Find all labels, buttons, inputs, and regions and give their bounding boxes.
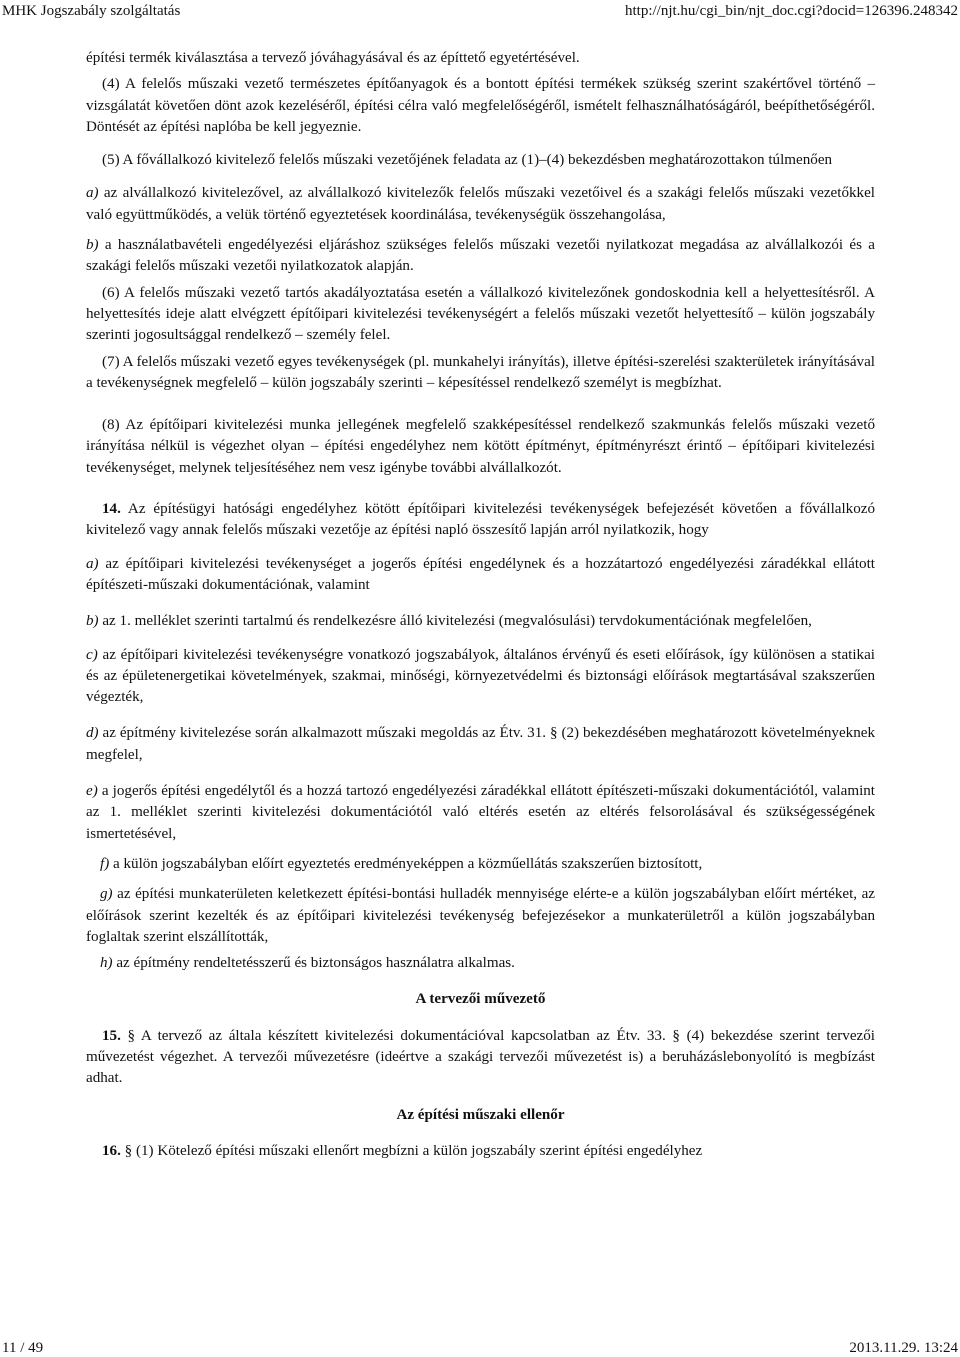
point-text: az alvállalkozó kivitelezővel, az alvállalkozó kivitelezők felelős műszaki vezetőivel és a szakági felelős műszaki vezetőkkel való együttműködés, a velük történő egyeztetések koordinálása, tevékenységük összehangolása, [86,185,875,223]
section-text: § (1) Kötelező építési műszaki ellenőrt megbízni a külön jogszabály szerint építési engedélyhez [120,1142,703,1159]
header-source: MHK Jogszabály szolgáltatás [2,3,181,19]
paragraph-5: (5) A fővállalkozó kivitelező felelős műszaki vezetőjének feladata az (1)–(4) bekezdésben meghatározottakon túlmenően [102,152,833,169]
point-text: a külön jogszabályban előírt egyeztetés eredményeképpen a közműellátás szakszerűen biztosított, [109,855,703,872]
section-number: 16. [102,1142,121,1159]
point-label: h) [100,955,113,972]
section-number: 15. [102,1027,121,1044]
point-label: b) [86,613,99,630]
section-heading-tervezoi-muvezeto: A tervezői művezető [415,991,546,1008]
section-text: Az építésügyi hatósági engedélyhez kötött építőipari kivitelezési tevékenységek befejezését követően a fővállalkozó kivitelező vagy annak felelős műszaki vezetője az építési napló összesítő lapján arról nyilatkozik, hogy [86,501,875,539]
paragraph-5-b [86,235,875,278]
point-label: a) [86,185,99,202]
section-14-b [86,611,875,632]
paragraph-7: (7) A felelős műszaki vezető egyes tevékenységek (pl. munkahelyi irányítás), illetve építési-szerelési szakterületek irányításával a tevékenységnek megfelelő – külön jogszabály szerinti – képesítéssel rendelkező személyt is megbízhat. [86,353,875,391]
section-14-h [86,953,875,974]
paragraph-4: (4) A felelős műszaki vezető természetes építőanyagok és a bontott építési termékek szükség szerint szakértővel történő – vizsgálatát követően dönt azok kezeléséről, építési célra való megfelelőségéről, ismételt felhasználhatóságáról, beépíthetőségéről. Döntését az építési naplóba be kell jegyeznie. [86,76,875,135]
section-14 [86,499,875,542]
section-text: § A tervező az általa készített kivitelezési dokumentációval kapcsolatban az Étv. 33. § (4) bekezdése szerint tervezői művezetést végezhet. A tervezői művezetésre (ideértve a szakági tervezői művezetést is) a beruházáslebonyolító is megbízást adhat. [86,1027,875,1087]
point-text: az építőipari kivitelezési tevékenységre vonatkozó jogszabályok, általános érvényű és eseti előírások, így különösen a statikai és az épületenergetikai követelmények, szakmai, minőségi, környezetvédelmi és biztonsági előírások megtartásával szakszerűen végezték, [86,646,875,706]
point-text: az 1. melléklet szerinti tartalmú és rendelkezésre álló kivitelezési (megvalósulási) tervdokumentációnak megfelelően, [98,613,812,630]
section-14-c [86,645,875,709]
section-number: 14. [102,501,121,518]
section-14-a [86,554,875,597]
paragraph-6: (6) A felelős műszaki vezető tartós akadályoztatása esetén a vállalkozó kivitelezőnek gondoskodnia kell a helyettesítésről. A helyettesítés ideje alatt elvégzett építőipari kivitelezési tevékenységért a felelős műszaki vezetőt helyettesítő – külön jogszabály szerinti jogosultsággal rendelkező – személy felel. [86,284,875,344]
point-label: c) [86,646,98,663]
document-body [86,48,875,1162]
paragraph-continuation: építési termék kiválasztása a tervező jóváhagyásával és az építtető egyetértésével. [86,50,580,66]
point-text: az építőipari kivitelezési tevékenységet a jogerős építési engedélynek és a hozzátartozó engedélyezési záradékkal ellátott építészeti-műszaki dokumentációnak, valamint [86,555,875,593]
section-heading-muszaki-ellenor: Az építési műszaki ellenőr [396,1106,565,1123]
point-text: az építmény rendeltetésszerű és biztonságos használatra alkalmas. [112,955,515,972]
section-15 [86,1026,875,1090]
section-14-d [86,723,875,766]
section-14-e [86,781,875,845]
footer-datetime: 2013.11.29. 13:24 [849,1340,958,1356]
paragraph-5-a [86,183,875,226]
point-label: d) [86,725,99,742]
point-text: a használatbavételi engedélyezési eljáráshoz szükséges felelős műszaki vezetői nyilatkozat megadása az alvállalkozói és a szakági felelős műszaki vezetői nyilatkozatok alapján. [86,237,875,275]
page-number: 11 / 49 [2,1340,44,1356]
section-14-f [86,854,875,875]
section-14-g [86,884,875,948]
point-label: f) [100,855,110,872]
header-url: http://njt.hu/cgi_bin/njt_doc.cgi?docid=126396.248342 [624,3,958,19]
point-label: g) [100,886,113,903]
page-footer [0,1340,960,1357]
point-text: a jogerős építési engedélytől és a hozzá tartozó engedélyezési záradékkal ellátott építészeti-műszaki dokumentációtól, valamint az 1. melléklet szerinti kivitelezési dokumentációtól való eltérés esetén az eltérés felsorolásával és szükségességének ismertetésével, [86,783,875,842]
point-label: e) [86,783,98,800]
point-text: az építmény kivitelezése során alkalmazott műszaki megoldás az Étv. 31. § (2) bekezdésében meghatározott követelményeknek megfelel, [86,725,875,763]
point-label: b) [86,237,99,254]
point-text: az építési munkaterületen keletkezett építési-bontási hulladék mennyisége elérte-e a külön jogszabályban előírt mértéket, az előírások szerint kezelték és az építőipari kivitelezési tevékenység befejezésekor a munkaterületről a külön jogszabályban foglaltak szerint elszállították, [86,886,875,945]
page-header [0,2,960,24]
section-16 [86,1141,875,1162]
point-label: a) [86,555,99,572]
paragraph-8: (8) Az építőipari kivitelezési munka jellegének megfelelő szakképesítéssel rendelkező szakmunkás felelős műszaki vezető irányítása nélkül is végezhet olyan – építési engedélyhez nem kötött építményt, építményrészt érintő – építőipari kivitelezési tevékenységet, melynek teljesítéséhez nem vesz igénybe további alvállalkozót. [86,417,875,476]
